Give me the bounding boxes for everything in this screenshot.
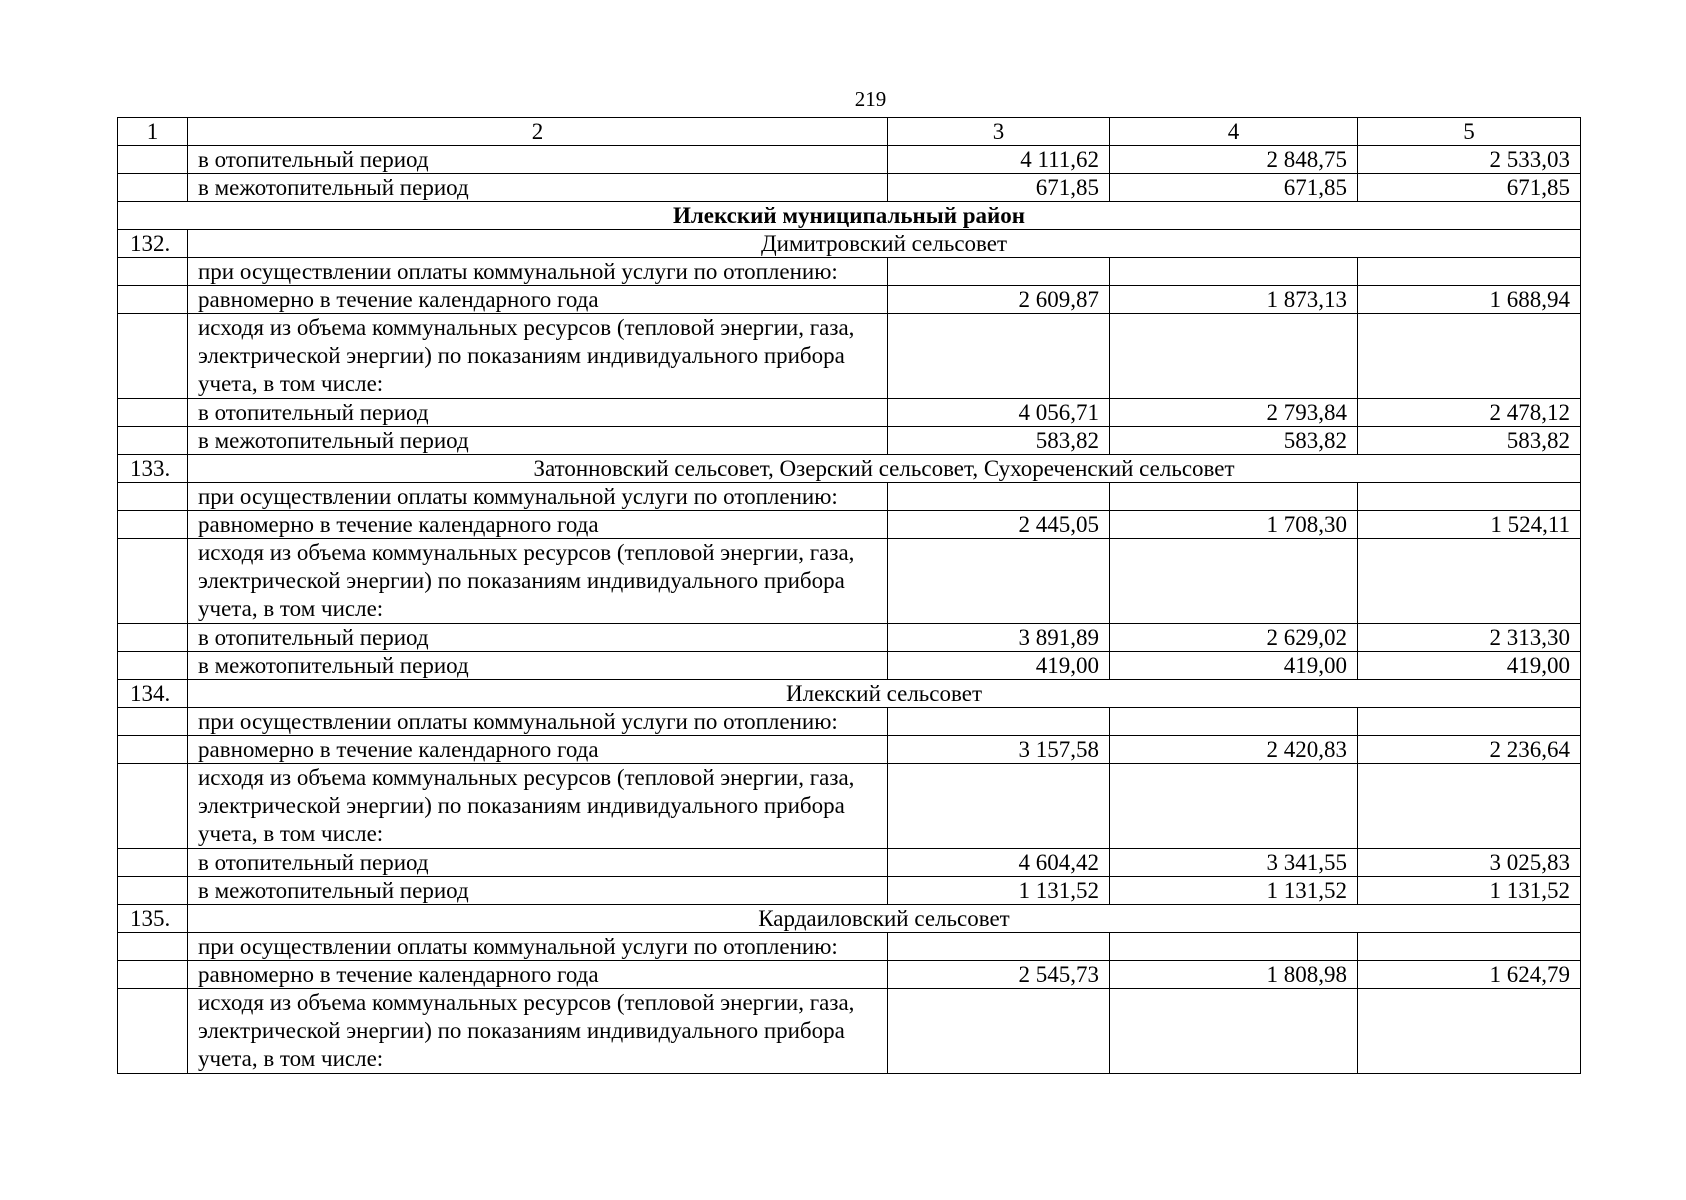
value-col-5 [1358, 989, 1581, 1074]
table-row [118, 764, 1581, 849]
value-col-3 [888, 933, 1110, 961]
table-row [118, 989, 1581, 1074]
header-cell-3: 3 [888, 118, 1110, 146]
row-number [118, 764, 188, 849]
table-row [118, 483, 1581, 511]
table-row [118, 652, 1581, 680]
row-label: в отопительный период [188, 849, 888, 877]
row-label: равномерно в течение календарного года [188, 736, 888, 764]
row-label: исходя из объема коммунальных ресурсов (тепловой энергии, газа, электрической энергии) по показаниям индивидуального прибора учета, в том числе: [188, 989, 888, 1074]
value-col-5 [1358, 933, 1581, 961]
section-row [118, 455, 1581, 483]
row-number [118, 286, 188, 314]
value-col-4 [1110, 989, 1358, 1074]
section-title: Димитровский сельсовет [188, 230, 1581, 258]
value-col-4: 419,00 [1110, 652, 1358, 680]
value-col-4: 3 341,55 [1110, 849, 1358, 877]
table-row [118, 961, 1581, 989]
value-col-4: 2 629,02 [1110, 624, 1358, 652]
value-col-5 [1358, 539, 1581, 624]
tariff-table [117, 117, 1581, 1074]
value-col-3: 3 157,58 [888, 736, 1110, 764]
row-label: исходя из объема коммунальных ресурсов (тепловой энергии, газа, электрической энергии) по показаниям индивидуального прибора учета, в том числе: [188, 314, 888, 399]
section-row [118, 680, 1581, 708]
value-col-3: 1 131,52 [888, 877, 1110, 905]
row-label: в отопительный период [188, 146, 888, 174]
row-label: при осуществлении оплаты коммунальной услуги по отоплению: [188, 708, 888, 736]
section-number: 135. [118, 905, 188, 933]
row-number [118, 933, 188, 961]
value-col-5: 419,00 [1358, 652, 1581, 680]
value-col-3 [888, 708, 1110, 736]
section-number: 134. [118, 680, 188, 708]
value-col-4: 2 793,84 [1110, 399, 1358, 427]
value-col-3 [888, 539, 1110, 624]
row-label: при осуществлении оплаты коммунальной услуги по отоплению: [188, 933, 888, 961]
value-col-3: 2 445,05 [888, 511, 1110, 539]
district-row [118, 202, 1581, 230]
value-col-5: 2 478,12 [1358, 399, 1581, 427]
value-col-4: 1 131,52 [1110, 877, 1358, 905]
row-number [118, 146, 188, 174]
value-col-5: 671,85 [1358, 174, 1581, 202]
table-row [118, 511, 1581, 539]
value-col-4 [1110, 708, 1358, 736]
row-number [118, 652, 188, 680]
value-col-5: 2 236,64 [1358, 736, 1581, 764]
row-number [118, 961, 188, 989]
value-col-4: 1 808,98 [1110, 961, 1358, 989]
row-number [118, 399, 188, 427]
value-col-5: 1 524,11 [1358, 511, 1581, 539]
value-col-4 [1110, 539, 1358, 624]
value-col-3: 4 111,62 [888, 146, 1110, 174]
section-title: Затонновский сельсовет, Озерский сельсовет, Сухореченский сельсовет [188, 455, 1581, 483]
row-number [118, 736, 188, 764]
table-body [118, 146, 1581, 1074]
value-col-5 [1358, 764, 1581, 849]
value-col-4 [1110, 483, 1358, 511]
row-number [118, 174, 188, 202]
row-number [118, 258, 188, 286]
value-col-3 [888, 483, 1110, 511]
section-title: Илекский сельсовет [188, 680, 1581, 708]
row-number [118, 877, 188, 905]
value-col-3: 671,85 [888, 174, 1110, 202]
table-row [118, 849, 1581, 877]
table-row [118, 286, 1581, 314]
row-label: в межотопительный период [188, 652, 888, 680]
table-row [118, 258, 1581, 286]
row-number [118, 483, 188, 511]
value-col-4: 1 708,30 [1110, 511, 1358, 539]
value-col-3 [888, 258, 1110, 286]
value-col-5: 583,82 [1358, 427, 1581, 455]
value-col-4: 1 873,13 [1110, 286, 1358, 314]
section-number: 133. [118, 455, 188, 483]
row-label: исходя из объема коммунальных ресурсов (тепловой энергии, газа, электрической энергии) по показаниям индивидуального прибора учета, в том числе: [188, 539, 888, 624]
section-row [118, 230, 1581, 258]
table-row [118, 314, 1581, 399]
value-col-5: 1 624,79 [1358, 961, 1581, 989]
table-row [118, 399, 1581, 427]
row-label: равномерно в течение календарного года [188, 961, 888, 989]
row-label: в межотопительный период [188, 427, 888, 455]
page-number: 219 [854, 87, 887, 111]
table-row [118, 736, 1581, 764]
value-col-5: 1 688,94 [1358, 286, 1581, 314]
value-col-5 [1358, 708, 1581, 736]
value-col-4: 671,85 [1110, 174, 1358, 202]
row-number [118, 314, 188, 399]
section-row [118, 905, 1581, 933]
header-row [118, 118, 1581, 146]
value-col-3: 3 891,89 [888, 624, 1110, 652]
table-row [118, 933, 1581, 961]
row-label: в отопительный период [188, 399, 888, 427]
row-label: исходя из объема коммунальных ресурсов (тепловой энергии, газа, электрической энергии) по показаниям индивидуального прибора учета, в том числе: [188, 764, 888, 849]
value-col-3: 2 545,73 [888, 961, 1110, 989]
section-title: Кардаиловский сельсовет [188, 905, 1581, 933]
row-number [118, 624, 188, 652]
value-col-4 [1110, 933, 1358, 961]
value-col-3 [888, 314, 1110, 399]
row-label: в межотопительный период [188, 174, 888, 202]
value-col-4 [1110, 258, 1358, 286]
value-col-3: 419,00 [888, 652, 1110, 680]
row-number [118, 511, 188, 539]
header-cell-5: 5 [1358, 118, 1581, 146]
value-col-5 [1358, 258, 1581, 286]
table-row [118, 174, 1581, 202]
header-cell-2: 2 [188, 118, 888, 146]
row-number [118, 427, 188, 455]
table-row [118, 624, 1581, 652]
value-col-4 [1110, 764, 1358, 849]
header-cell-1: 1 [118, 118, 188, 146]
row-label: равномерно в течение календарного года [188, 511, 888, 539]
value-col-3: 583,82 [888, 427, 1110, 455]
section-number: 132. [118, 230, 188, 258]
row-number [118, 989, 188, 1074]
header-cell-4: 4 [1110, 118, 1358, 146]
value-col-4: 2 420,83 [1110, 736, 1358, 764]
row-label: в межотопительный период [188, 877, 888, 905]
value-col-5: 2 313,30 [1358, 624, 1581, 652]
district-title: Илекский муниципальный район [118, 202, 1581, 230]
value-col-3: 4 604,42 [888, 849, 1110, 877]
row-label: при осуществлении оплаты коммунальной услуги по отоплению: [188, 483, 888, 511]
row-number [118, 849, 188, 877]
table-row [118, 427, 1581, 455]
row-label: при осуществлении оплаты коммунальной услуги по отоплению: [188, 258, 888, 286]
row-number [118, 539, 188, 624]
value-col-3: 2 609,87 [888, 286, 1110, 314]
table-row [118, 539, 1581, 624]
row-label: в отопительный период [188, 624, 888, 652]
row-number [118, 708, 188, 736]
value-col-5: 1 131,52 [1358, 877, 1581, 905]
value-col-3 [888, 989, 1110, 1074]
table-row [118, 708, 1581, 736]
table-row [118, 877, 1581, 905]
value-col-3 [888, 764, 1110, 849]
value-col-5 [1358, 483, 1581, 511]
value-col-5 [1358, 314, 1581, 399]
row-label: равномерно в течение календарного года [188, 286, 888, 314]
value-col-5: 2 533,03 [1358, 146, 1581, 174]
value-col-4: 583,82 [1110, 427, 1358, 455]
value-col-5: 3 025,83 [1358, 849, 1581, 877]
value-col-4: 2 848,75 [1110, 146, 1358, 174]
value-col-3: 4 056,71 [888, 399, 1110, 427]
table-row [118, 146, 1581, 174]
value-col-4 [1110, 314, 1358, 399]
